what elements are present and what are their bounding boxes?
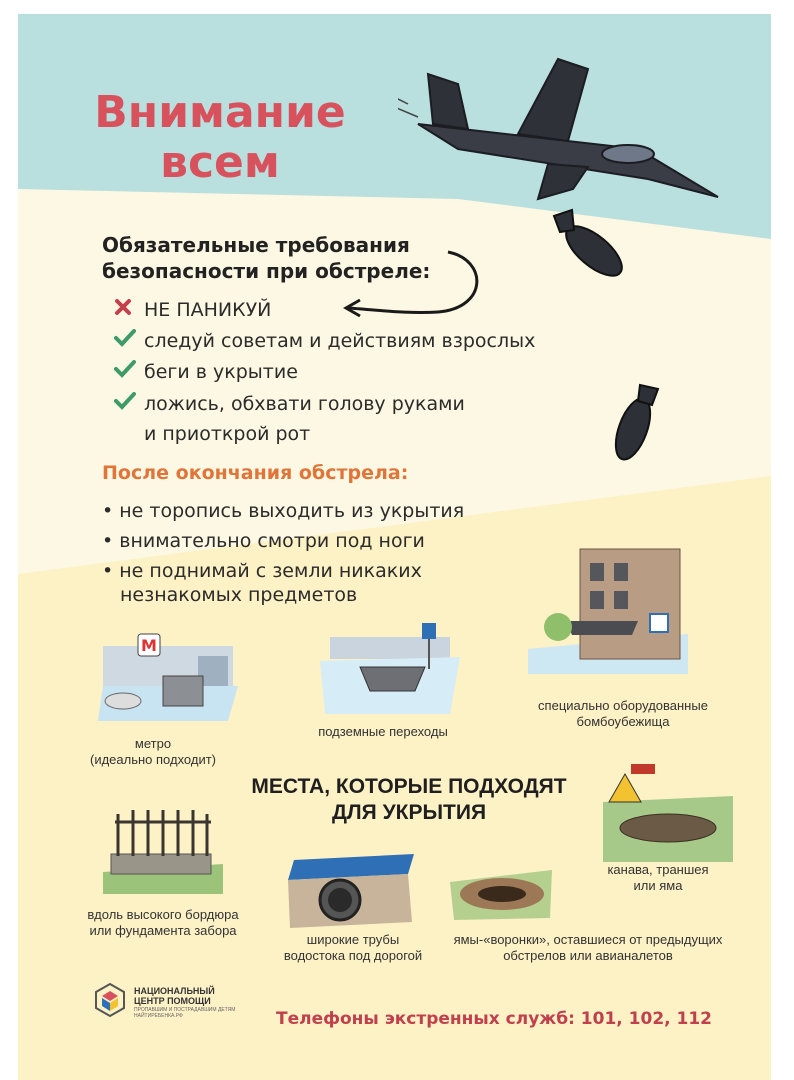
fence-illustration bbox=[103, 794, 223, 894]
bomb-icon bbox=[546, 206, 636, 286]
caption-ditch-line-1: канава, траншея bbox=[607, 862, 709, 877]
rule-item-open-mouth bbox=[114, 423, 310, 445]
caption-craters-line-2: обстрелов или авианалетов bbox=[503, 948, 673, 963]
caption-pipes bbox=[273, 932, 433, 964]
metro-illustration bbox=[98, 626, 243, 721]
places-heading bbox=[204, 774, 614, 826]
drainage-pipe-illustration bbox=[286, 852, 416, 932]
logo-title-line-1: НАЦИОНАЛЬНЫЙ bbox=[134, 986, 215, 996]
requirements-heading-line-1: Обязательные требования bbox=[102, 233, 410, 257]
rule-item-dont-panic bbox=[114, 298, 271, 321]
title-line-2: всем bbox=[160, 137, 280, 188]
caption-craters bbox=[438, 932, 738, 964]
after-bullet: • внимательно смотри под ноги bbox=[102, 530, 425, 552]
caption-fence-line-1: вдоль высокого бордюра bbox=[87, 907, 239, 922]
caption-pipes-line-2: водостока под дорогой bbox=[283, 948, 423, 963]
crater-illustration bbox=[446, 852, 556, 922]
logo-subtitle-line: ПРОПАВШИМ И ПОСТРАДАВШИМ ДЕТЯМ bbox=[134, 1007, 236, 1013]
fighter-jet-illustration bbox=[398, 29, 728, 209]
after-bullet-continuation: незнакомых предметов bbox=[120, 584, 358, 606]
metro-sign: M bbox=[141, 636, 157, 655]
check-icon bbox=[114, 360, 136, 378]
caption-underpass: подземные переходы bbox=[318, 724, 448, 739]
rule-text: следуй советам и действиям взрослых bbox=[144, 330, 536, 352]
emergency-phones: Телефоны экстренных служб: 101, 102, 112 bbox=[276, 1009, 713, 1029]
caption-shelter-line-2: бомбоубежища bbox=[576, 714, 670, 729]
center-logo-icon bbox=[92, 982, 128, 1018]
ditch-illustration bbox=[603, 762, 733, 862]
check-icon bbox=[114, 329, 136, 347]
caption-metro bbox=[68, 736, 238, 768]
bomb-icon bbox=[608, 379, 668, 469]
rule-item-run-to-shelter bbox=[114, 360, 298, 383]
rule-text: беги в укрытие bbox=[144, 361, 298, 383]
places-heading-line-2: ДЛЯ УКРЫТИЯ bbox=[331, 801, 487, 824]
logo-subtitle bbox=[134, 1007, 244, 1019]
caption-fence-line-2: или фундамента забора bbox=[89, 923, 237, 938]
poster bbox=[18, 14, 771, 1080]
after-bullet: • не торопись выходить из укрытия bbox=[102, 500, 465, 522]
caption-pipes-line-1: широкие трубы bbox=[306, 932, 400, 947]
cross-icon bbox=[114, 298, 132, 316]
rule-text: ложись, обхвати голову руками bbox=[144, 393, 465, 415]
after-heading: После окончания обстрела: bbox=[102, 462, 409, 484]
caption-ditch bbox=[588, 862, 728, 894]
caption-metro-line-1: метро bbox=[134, 736, 172, 751]
caption-shelter-line-1: специально оборудованные bbox=[538, 698, 708, 713]
rule-text: и приоткрой рот bbox=[144, 423, 311, 445]
logo-site: НАЙТИРЕБЕНКА.РФ bbox=[134, 1013, 183, 1019]
caption-shelter bbox=[523, 698, 723, 730]
title-line-1: Внимание bbox=[94, 87, 346, 138]
caption-craters-line-1: ямы-«воронки», оставшиеся от предыдущих bbox=[453, 932, 723, 947]
after-bullet: • не поднимай с земли никаких bbox=[102, 560, 422, 582]
logo-title-line-2: ЦЕНТР ПОМОЩИ bbox=[134, 996, 211, 1006]
underpass-illustration bbox=[320, 619, 460, 714]
rule-item-lie-down bbox=[114, 392, 465, 415]
check-icon bbox=[114, 392, 136, 410]
curved-arrow-icon bbox=[338, 246, 488, 326]
bomb-shelter-illustration bbox=[528, 539, 688, 674]
rule-item-follow-adults bbox=[114, 329, 535, 352]
caption-fence bbox=[68, 907, 258, 939]
logo-title bbox=[134, 986, 244, 1006]
requirements-heading-line-2: безопасности при обстреле: bbox=[102, 259, 431, 283]
places-heading-line-1: МЕСТА, КОТОРЫЕ ПОДХОДЯТ bbox=[251, 775, 567, 798]
rule-text: НЕ ПАНИКУЙ bbox=[144, 299, 272, 321]
caption-metro-line-2: (идеально подходит) bbox=[89, 752, 216, 767]
caption-ditch-line-2: или яма bbox=[633, 878, 683, 893]
